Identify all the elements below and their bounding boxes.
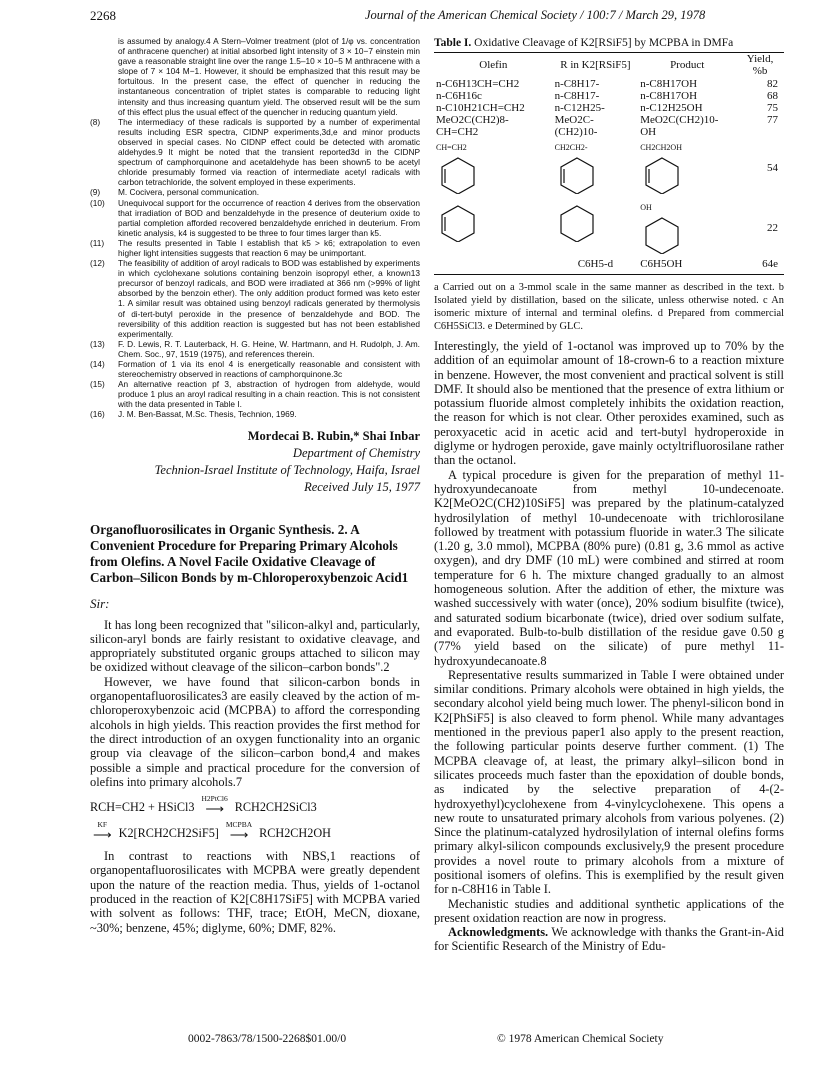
note-item: (14) Formation of 1 via its enol 4 is energetically reasonable and consistent with stereochemistry observed in reactions of camphorquinone.3c (90, 359, 420, 380)
ack-text: We acknowledge with thanks the Grant-in-Aid for Scientific Research of the Ministry of Edu- (434, 925, 784, 954)
article-body (90, 618, 420, 790)
table-label: Table I. (434, 37, 472, 49)
scheme-reactants: RCH=CH2 + HSiCl3 (90, 800, 195, 815)
table-row (434, 102, 784, 114)
table-cell: C6H5-d (577, 258, 614, 270)
hydroxyethylcyclohexene-structure (640, 154, 684, 194)
table-row (434, 78, 784, 90)
paragraph: Representative results summarized in Table I were obtained under similar conditions. Primary alcohols were obtained in high yields, the secondary alcohol yield being much lower. The phenyl-silicon bond in K2[PhSiF5] is also cleaved to form phenol. While many advantages mentioned in the previous paper1 also apply to the present reaction, the following particular points deserve further comment. (1) The MCPBA cleavage of, at least, the primary alkyl–silicon bond in silicates proceeds much faster than the epoxidation of double bonds, as indicated by the selective preparation of 4-(2-hydroxyethyl)cyclohexene from 4-vinylcyclohexene. This opens a new route to unsaturated primary alcohols from various polyenes. (2) Since the platinum-catalyzed hydrosilylation of internal olefins forms primary alkyl-silicon compounds exclusively,9 the present procedure provides a novel route to primary alcohols from a mixture of positional isomers of olefins. This is exemplified by the result given for n-C8H16 in Table I. (434, 667, 784, 897)
data-table (434, 52, 784, 270)
paragraph: A typical procedure is given for the preparation of methyl 11-hydroxyundecanoate from methyl 10-undecenoate. K2[MeO2C(CH2)10SiF5] was prepared by the platinum-catalyzed hydrosilylation of methyl 10-undecenoate with trichlorosilane followed by treatment with potassium fluoride in water.3 The silicate (1.20 g, 3.0 mmol), MCPBA (80% pure) (0.81 g, 3.6 mmol as active oxygen), and dry DMF (10 mL) were combined and stirred at room temperature for 6 h. The mixture changed gradually to an almost homogeneous solution. After the addition of ether, the mixture was washed successively with water (once), 20% sodium bisulfite (twice), and saturated sodium bicarbonate (twice), dried over sodium sulfate, and evaporated. Bulb-to-bulb distillation of the residue gave 0.50 g (77% yield based on the silicate) of pure methyl 11-hydroxyundecanoate.8 (434, 467, 784, 668)
table-cell: C6H5OH (640, 258, 683, 270)
arrow-reagent: MCPBA (225, 820, 253, 830)
note-item: (13) F. D. Lewis, R. T. Lauterback, H. G. Heine, W. Hartmann, and H. Rudolph, J. Am. Chem. Soc., 97, 1519 (1975), and references therein. (90, 338, 420, 359)
table-row (434, 90, 784, 102)
paragraph: In contrast to reactions with NBS,1 reactions of organopentafluorosilicates with MCPBA were greatly dependent upon the nature of the reaction media. Thus, yields of 1-octanol produced in the reaction of K2[C8H17SiF5] with MCPBA varied with solvent as follows: THF, trace; EtOH, MeCN, dioxane, ~30%; benzene, 45%; diglyme, 60%; DMF, 82%. (90, 849, 420, 935)
author-names: Mordecai B. Rubin,* Shai Inbar (247, 428, 420, 443)
table-header: Product (670, 59, 705, 71)
table-cell: n-C6H13CH=CH2 (436, 78, 520, 90)
table-cell: n-C8H17OH (640, 78, 698, 90)
table-cell: 22 (767, 222, 778, 234)
page-header (90, 8, 780, 26)
note-item: (8) The intermediacy of these radicals is supported by a number of experimental results including ESR spectra, CIDNP experiments,3d,e and minor products observed in special cases. No CIDNP effect could be detected with aromatic aldehydes.9 It might be noted that the transient reported3d in the CIDNP spectrum of camphorquinone and acetaldehyde has been shown5 to be acetyl chloride presumably formed via reaction of intermediate acetyl radicals with carbon tetrachloride, the solvent employed in these experiments. (90, 116, 420, 188)
table-cell: n-C8H17OH (640, 90, 698, 102)
cyclohexenylethyl-structure (555, 154, 599, 194)
structure-cell (553, 138, 639, 198)
structure-cell (638, 198, 736, 258)
paragraph: Mechanistic studies and additional synthetic applications of the present oxidation reaction are now in progress. (434, 896, 784, 925)
note-item: (12) The feasibility of addition of aroyl radicals to BOD was established by experiments in which cyclohexane solutions containing benzoin isopropyl ether, a known13 precursor of benzoyl radicals, and BOD were irradiated at 366 nm (>99% of light absorbed by the benzoin ether). The only addition product formed was keto ester 1. A similar result was obtained using benzoyl radicals generated by thermolysis of di-tert-butyl peroxide in the presence of benzaldehyde and BOD. The reversibility of this addition reaction is suggested but has not been established experimentally. (90, 258, 420, 339)
table-cell: 77 (767, 114, 778, 126)
arrow-reagent: KF (97, 820, 108, 830)
scheme-final-product: RCH2CH2OH (259, 826, 331, 841)
structure-cell (434, 138, 553, 198)
reaction-arrow: KF ⟶ (93, 820, 112, 843)
salutation: Sir: (90, 595, 110, 611)
note-item: (9) M. Cocivera, personal communication. (90, 187, 260, 198)
note-item: is assumed by analogy.4 A Stern–Volmer treatment (plot of 1/φ vs. concentration of anthracene quencher) at initial absorbed light intensity of 3 × 10−7 einstein min gave a reasonable straight line over the range 1.5–10 × 10−5 M anthracene with a slope of 7 × 104 M−1. However, it should be emphasized that this result may be fortuitous. In the present case, the effect of quencher in reducing the instantaneous concentration of triplet states is comparable to reducing light intensity and thus increasing quantum yield. The observed result will be the sum of this effect plus the usual effect of the quencher in reducing quantum yield. (118, 36, 420, 117)
table-cell (434, 258, 553, 270)
cyclohexene-structure (436, 202, 480, 242)
table-header: Olefin (479, 59, 508, 71)
ack-label: Acknowledgments. (448, 925, 549, 940)
note-item: (10) Unequivocal support for the occurrence of reaction 4 derives from the observation that irradiation of BOD and benzaldehyde in the presence of deuterium oxide to partial completion afforded recovered benzaldehyde enriched in deuterium. From kinetic analysis, k4 is suggested to be three to four times larger than k5. (90, 197, 420, 238)
table-cell: n-C12H25- (554, 102, 605, 114)
table-cell: 68 (767, 90, 778, 102)
table-header: Yield, %b (746, 53, 774, 77)
acknowledgments (434, 925, 784, 954)
arrow-reagent: H2PtCl6 (201, 794, 228, 804)
structure-cell (553, 198, 639, 258)
table-cell: n-C10H21CH=CH2 (436, 102, 525, 114)
reaction-arrow: H2PtCl6 ⟶ (201, 794, 228, 817)
structure-label: CH=CH2 (436, 143, 467, 152)
scheme-product: RCH2CH2SiCl3 (234, 800, 317, 815)
table-cell: 82 (767, 78, 778, 90)
notes-list (90, 36, 420, 420)
structure-cell (434, 198, 553, 258)
author-signature (90, 428, 420, 496)
article-title: Organofluorosilicates in Organic Synthesis. 2. A Convenient Procedure for Preparing Primary Alcohols from Olefins. A Novel Facile Oxidative Cleavage of Carbon–Silicon Bonds by m-Chloroperoxybenzoic Acid1 (90, 521, 409, 585)
author-department: Department of Chemistry (292, 445, 420, 460)
cyclohexanol-structure (640, 214, 684, 254)
table-footnotes: a Carried out on a 3-mmol scale in the same manner as described in the text. b Isolated yield by distillation, based on the silicate, unless otherwise noted. c An isomeric mixture of internal and terminal olefins. d Prepared from commercial C6H5SiCl3. e Determined by GLC. (434, 274, 784, 333)
table-cell: n-C8H17- (554, 90, 600, 102)
vinylcyclohexene-structure (436, 154, 480, 194)
author-institution: Technion-Israel Institute of Technology, Haifa, Israel (154, 462, 420, 477)
structure-label: OH (640, 203, 652, 212)
footer-code: 0002-7863/78/1500-2268$01.00/0 (188, 1033, 347, 1045)
reaction-arrow: MCPBA ⟶ (225, 820, 253, 843)
right-body (434, 339, 784, 954)
note-item: (16) J. M. Ben-Bassat, M.Sc. Thesis, Technion, 1969. (90, 409, 297, 420)
cyclohexyl-structure (555, 202, 599, 242)
table-title: Oxidative Cleavage of K2[RSiF5] by MCPBA in DMFa (474, 37, 734, 49)
structure-label: CH2CH2- (554, 143, 588, 152)
left-column (90, 36, 420, 935)
page-number: 2268 (90, 8, 116, 23)
table-caption (434, 36, 784, 50)
table-cell: MeO2C-(CH2)10- (554, 114, 598, 138)
table-cell: 54 (767, 162, 778, 174)
table-row (434, 114, 784, 138)
paragraph: It has long been recognized that "silicon-alkyl and, particularly, silicon-aryl bonds are fairly resistant to oxidative cleavage, and appropriately substituted organic groups attached to silicon may be oxidized without cleavage of the silicon–carbon bonds".2 (90, 617, 420, 675)
scheme-intermediate: K2[RCH2CH2SiF5] (118, 826, 219, 841)
note-item: (15) An alternative reaction pf 3, abstraction of hydrogen from aldehyde, would produce 1 plus an aroyl radical resulting in a chain reaction. This is not consistent with the data presented in Table I. (90, 379, 420, 410)
table-row (434, 258, 784, 270)
reaction-scheme (90, 795, 420, 841)
table-cell: n-C12H25OH (640, 102, 703, 114)
table-cell: n-C8H17- (554, 78, 600, 90)
journal-title: Journal of the American Chemical Society / 100:7 / March 29, 1978 (365, 8, 706, 22)
footer-copyright: © 1978 American Chemical Society (497, 1033, 664, 1045)
table-row-structures (434, 138, 784, 198)
structure-cell (638, 138, 736, 198)
table-cell: MeO2C(CH2)8-CH=CH2 (436, 114, 509, 138)
right-column (434, 36, 784, 954)
received-date: Received July 15, 1977 (304, 479, 420, 494)
structure-label: CH2CH2OH (640, 143, 682, 152)
note-item: (11) The results presented in Table I establish that k5 > k6; extrapolation to even higher light intensities suggests that reaction 6 may be unimportant. (90, 237, 420, 258)
table-cell: MeO2C(CH2)10-OH (640, 114, 719, 138)
paragraph: Interestingly, the yield of 1-octanol was improved up to 70% by the addition of an equimolar amount of 18-crown-6 to a reaction mixture in benzene. However, the most convenient and practical solvent is still DMF. It should also be mentioned that the presence of extra lithium or potassium fluoride almost completely inhibits the oxidation reaction, the reason for which is not clear. Other peroxides examined, such as peroxyacetic acid in acetic acid and tert-butyl hydroperoxide in diglyme or hydrogen peroxide, gave mainly octyltrifluorosilane rather than the octanol. (434, 339, 784, 468)
table-cell: 75 (767, 102, 778, 114)
table-row-structures (434, 198, 784, 258)
table-header: R in K2[RSiF5] (560, 59, 631, 71)
article-body-continued (90, 849, 420, 935)
table-cell: 64e (762, 258, 778, 270)
table-cell: n-C6H16c (436, 90, 482, 102)
paragraph: However, we have found that silicon-carbon bonds in organopentafluorosilicates3 are easily cleaved by the action of m-chloroperoxybenzoic acid (MCPBA) to afford the corresponding alcohols in high yields. This reaction provides the first method for the direct introduction of an oxygen functionality into an organic group via cleavage of the silicon–carbon bond,4 and makes possible a simple and practical procedure for the conversion of olefins into primary alcohols.7 (90, 674, 420, 789)
